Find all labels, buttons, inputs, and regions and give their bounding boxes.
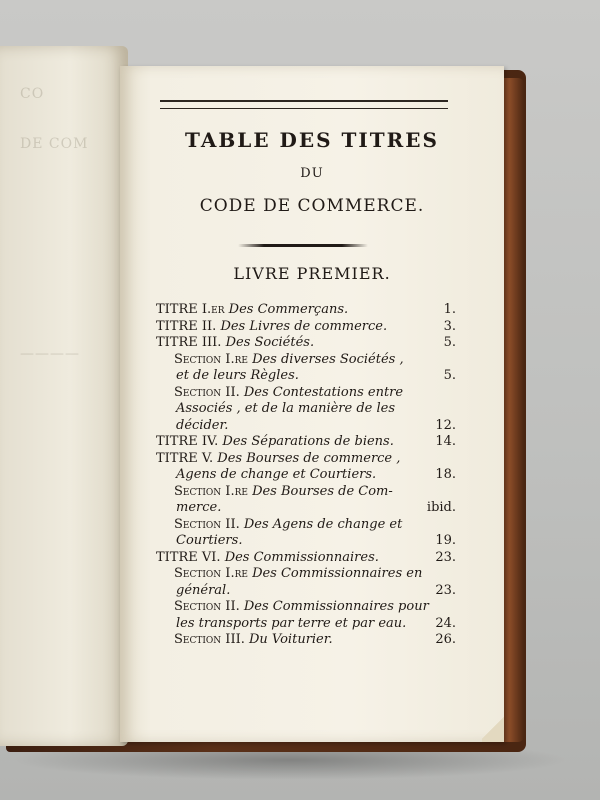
toc-key: TITRE V.: [156, 450, 214, 466]
toc-page: 5.: [443, 368, 456, 383]
toc-row: [156, 484, 456, 501]
toc-text: merce.: [176, 500, 222, 515]
toc-row: [156, 302, 456, 319]
toc-row: [156, 352, 456, 369]
toc-page: ibid.: [426, 500, 456, 515]
center-rule: [238, 244, 368, 247]
bleed-through-text: DE COM: [20, 136, 89, 152]
toc-text: Des diverses Sociétés ,: [252, 351, 404, 367]
toc-row: [156, 599, 456, 616]
top-double-rule: [160, 100, 448, 109]
toc-text: Des Contestations entre: [243, 384, 404, 400]
toc-key: Section III.: [174, 632, 245, 647]
toc-row: [156, 434, 456, 451]
toc-key: TITRE IV.: [156, 434, 219, 449]
toc-text: Des Commerçans.: [228, 302, 349, 317]
toc-row: [156, 418, 456, 435]
toc-row: [156, 583, 456, 600]
page-corner: [482, 714, 504, 742]
toc-page: 14.: [435, 434, 456, 449]
toc-key: Section I.re: [174, 483, 248, 499]
toc-row: [156, 566, 456, 583]
title-du: DU: [300, 166, 324, 181]
toc-row: [156, 467, 456, 484]
toc-row: [156, 500, 456, 517]
toc-page: 18.: [435, 467, 456, 482]
toc-key: TITRE III.: [156, 335, 222, 350]
toc-row: [156, 517, 456, 534]
toc-row: [156, 335, 456, 352]
bleed-through-text: ————: [20, 346, 80, 362]
toc-page: 23.: [435, 549, 456, 565]
toc-key: TITRE I.er: [156, 302, 225, 317]
toc-page: 26.: [435, 632, 456, 647]
toc-page: 1.: [443, 302, 456, 317]
toc-text: et de leurs Règles.: [176, 368, 299, 383]
toc-text: général.: [176, 582, 231, 598]
toc-row: [156, 451, 456, 468]
toc-text: Agens de change et Courtiers.: [176, 467, 377, 482]
toc-key: Section II.: [174, 599, 240, 614]
toc-text: Des Bourses de commerce ,: [217, 450, 401, 466]
toc-text: décider.: [176, 417, 229, 433]
toc-page: 5.: [443, 335, 456, 350]
toc-text: Des Agens de change et: [243, 516, 403, 532]
toc-text: les transports par terre et par eau.: [176, 615, 407, 631]
toc-text: Des Commissionnaires pour: [243, 599, 429, 614]
toc-text: Associés , et de la manière de les: [176, 401, 396, 416]
toc-row: [156, 632, 456, 649]
left-page: [0, 46, 128, 746]
toc-key: Section I.re: [174, 566, 248, 581]
toc-text: Des Livres de commerce.: [220, 318, 388, 334]
toc-text: Du Voiturier.: [248, 632, 333, 647]
table-of-contents: [156, 302, 456, 649]
toc-text: Des Bourses de Com-: [252, 483, 393, 499]
toc-page: 23.: [435, 582, 456, 598]
toc-key: Section II.: [174, 516, 240, 532]
toc-page: 19.: [435, 533, 456, 548]
toc-row: [156, 616, 456, 633]
toc-text: Des Commissionnaires en: [252, 566, 423, 581]
toc-text: Des Séparations de biens.: [222, 434, 394, 449]
toc-key: Section II.: [174, 384, 240, 400]
toc-key: Section I.re: [174, 351, 248, 367]
toc-row: [156, 319, 456, 336]
bleed-through-text: CO: [20, 86, 45, 102]
toc-text: Des Sociétés.: [225, 335, 315, 350]
toc-key: TITRE II.: [156, 318, 217, 334]
toc-row: [156, 533, 456, 550]
toc-key: TITRE VI.: [156, 549, 221, 565]
book-heading: LIVRE PREMIER.: [233, 264, 391, 283]
toc-text: Des Commissionnaires.: [224, 549, 379, 565]
toc-page: 24.: [435, 615, 456, 631]
right-page: [120, 66, 504, 742]
toc-page: 12.: [435, 417, 456, 433]
toc-row: [156, 401, 456, 418]
code-subtitle: CODE DE COMMERCE.: [199, 196, 425, 216]
toc-row: [156, 368, 456, 385]
toc-text: Courtiers.: [176, 533, 243, 548]
toc-row: [156, 385, 456, 402]
toc-page: 3.: [443, 318, 456, 334]
toc-row: [156, 550, 456, 567]
page-title: TABLE DES TITRES: [185, 128, 439, 152]
